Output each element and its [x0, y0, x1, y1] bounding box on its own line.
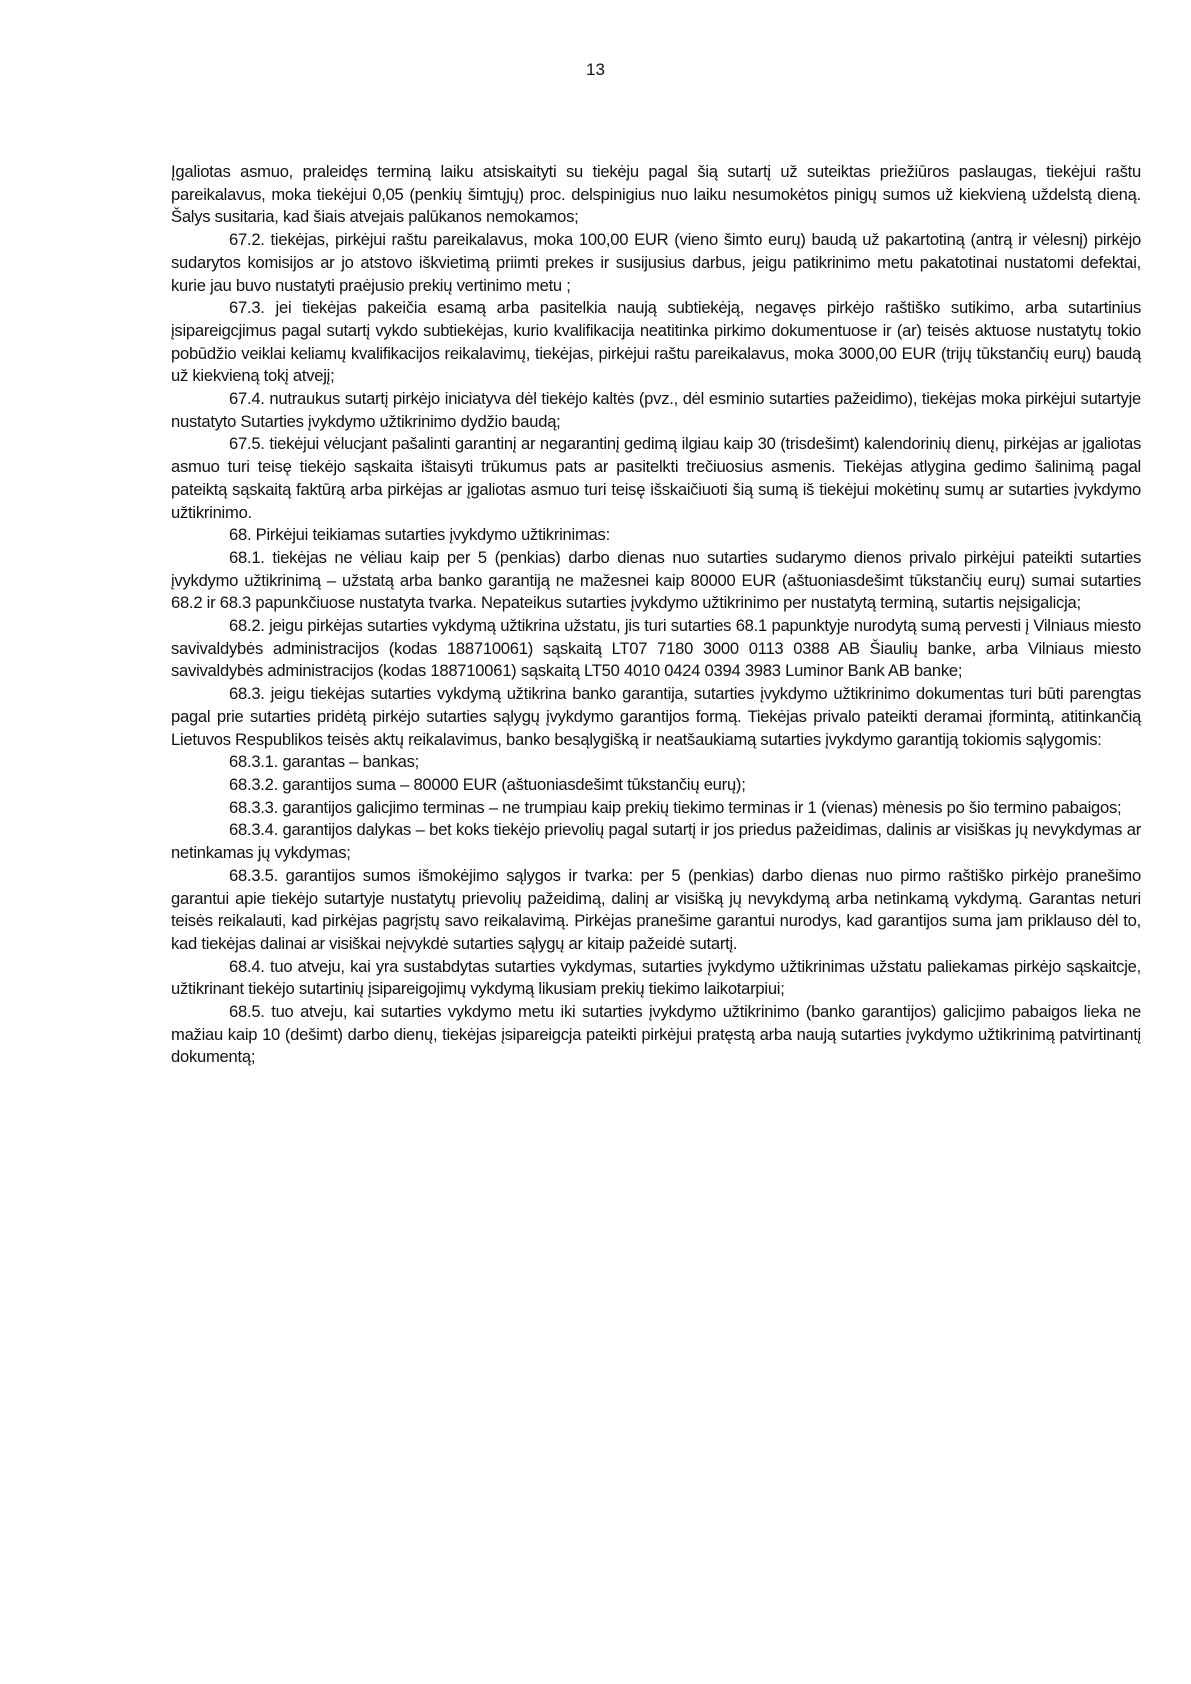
paragraph-68-3-3: 68.3.3. garantijos galicjimo terminas – ne trumpiau kaip prekių tiekimo terminas ir 1 (vienas) mėnesis po šio termino pabaigos; — [229, 797, 1122, 817]
paragraph-68-1: 68.1. tiekėjas ne vėliau kaip per 5 (penkias) darbo dienas nuo sutarties sudarymo dienos privalo pirkėjui pateikti sutarties įvykdymo užtikrinimą – užstatą arba banko garantiją ne mažesnei kaip 80000 EUR (aštuoniasdešimt tūkstančių eurų) sumai sutarties 68.2 ir 68.3 papunkčiuose nustatyta tvarka. Nepateikus sutarties įvykdymo užtikrinimo per nustatytą terminą, sutartis neįsigalicja; — [171, 547, 1141, 613]
page-number: 13 — [586, 60, 605, 79]
paragraph-67-4: 67.4. nutraukus sutartį pirkėjo iniciatyva dėl tiekėjo kaltės (pvz., dėl esminio sutarties pažeidimo), tiekėjas moka pirkėjui sutartyje nustatyto Sutarties įvykdymo užtikrinimo dydžio baudą; — [171, 389, 1141, 431]
paragraph-68-3-2: 68.3.2. garantijos suma – 80000 EUR (aštuoniasdešimt tūkstančių eurų); — [229, 774, 746, 794]
paragraph-68-3-1: 68.3.1. garantas – bankas; — [229, 752, 419, 772]
paragraph-68-3-5: 68.3.5. garantijos sumos išmokėjimo sąlygos ir tvarka: per 5 (penkias) darbo dienas nuo pirmo raštiško pirkėjo pranešimo garantui apie tiekėjo sutartyje nustatytų prievolių pažeidimą, dalinį ar visišką jų nevykdymą arba netinkamą vykdymą. Garantas neturi teisės reikalauti, kad pirkėjas pagrįstų savo reikalavimą. Pirkėjas pranešime garantui nurodys, kad garantijos suma jam priklauso dėl to, kad tiekėjas dalinai ar visiškai neįvykdė sutarties sąlygų ar kitaip pažeidė sutartį. — [171, 865, 1141, 953]
paragraph-68-3-4: 68.3.4. garantijos dalykas – bet koks tiekėjo prievolių pagal sutartį ir jos priedus pažeidimas, dalinis ar visiškas jų nevykdymas ar netinkamas jų vykdymas; — [171, 820, 1141, 863]
paragraph-68-2: 68.2. jeigu pirkėjas sutarties vykdymą užtikrina užstatu, jis turi sutarties 68.1 papunktyje nurodytą sumą pervesti į Vilniaus miesto savivaldybės administracijos (kodas 188710061) sąskaitą LT07 7180 3000 0113 0388 AB Šiaulių banke, arba Vilniaus miesto savivaldybės administracijos (kodas 188710061) sąskaitą LT50 4010 0424 0394 3983 Luminor Bank AB banke; — [171, 616, 1141, 681]
paragraph-68: 68. Pirkėjui teikiamas sutarties įvykdymo užtikrinimas: — [229, 525, 610, 545]
document-body — [171, 161, 1141, 1069]
paragraph-68-5: 68.5. tuo atveju, kai sutarties vykdymo metu iki sutarties įvykdymo užtikrinimo (banko garantijos) galicjimo pabaigos lieka ne mažiau kaip 10 (dešimt) darbo dienų, tiekėjas įsipareigcja pateikti pirkėjui pratęstą arba naują sutarties įvykdymo užtikrinimą patvirtinantį dokumentą; — [171, 1002, 1141, 1067]
paragraph-67-3: 67.3. jei tiekėjas pakeičia esamą arba pasitelkia naują subtiekėją, negavęs pirkėjo raštiško sutikimo, arba sutartinius įsipareigcjimus pagal sutartį vykdo subtiekėjas, kurio kvalifikacija neatitinka pirkimo dokumentuose ir (ar) teisės aktuose nustatytų tokio pobūdžio veiklai keliamų kvalifikacijos reikalavimų, tiekėjas, pirkėjui raštu pareikalavus, moka 3000,00 EUR (trijų tūkstančių eurų) baudą už kiekvieną tokį atvejį; — [171, 298, 1141, 386]
paragraph-67-2: 67.2. tiekėjas, pirkėjui raštu pareikalavus, moka 100,00 EUR (vieno šimto eurų) baudą už pakartotiną (antrą ir vėlesnį) pirkėjo sudarytos komisijos ar jo atstovo iškvietimą priimti prekes ir susijusius darbus, jeigu patikrinimo metu pakatotinai nustatomi defektai, kurie jau buvo nustatyti praėjusio prekių vertinimo metu ; — [171, 230, 1141, 295]
paragraph-68-4: 68.4. tuo atveju, kai yra sustabdytas sutarties vykdymas, sutarties įvykdymo užtikrinimas užstatu paliekamas pirkėjo sąskaitcje, užtikrinant tiekėjo sutartinių įsipareigojimų vykdymą likusiam prekių tiekimo laikotarpiui; — [171, 956, 1141, 999]
paragraph-67-5: 67.5. tiekėjui vėlucjant pašalinti garantinį ar negarantinį gedimą ilgiau kaip 30 (trisdešimt) kalendorinių dienų, pirkėjas ar įgaliotas asmuo turi teisę tiekėjo sąskaita ištaisyti trūkumus pats ar pasitelkti trečiuosius asmenis. Tiekėjas atlygina gedimo šalinimą pagal pateiktą sąskaitą faktūrą arba pirkėjas ar įgaliotas asmuo turi teisę išskaičiuoti šią sumą iš tiekėjui mokėtinų sumų ar sutarties įvykdymo užtikrinimo. — [171, 434, 1141, 522]
paragraph: Įgaliotas asmuo, praleidęs terminą laiku atsiskaityti su tiekėju pagal šią sutartį už suteiktas priežiūros paslaugas, tiekėjui raštu pareikalavus, moka tiekėjui 0,05 (penkių šimtųjų) proc. delspinigius nuo laiku nesumokėtos pinigų sumos už kiekvieną uždelstą dieną. Šalys susitaria, kad šiais atvejais palūkanos nemokamos; — [171, 162, 1141, 227]
paragraph-68-3: 68.3. jeigu tiekėjas sutarties vykdymą užtikrina banko garantija, sutarties įvykdymo užtikrinimo dokumentas turi būti parengtas pagal prie sutarties pridėtą pirkėjo sutarties sąlygų įvykdymo garantijos formą. Tiekėjas privalo pateikti deramai įformintą, atitinkančią Lietuvos Respublikos teisės aktų reikalavimus, banko besąlygišką ir neatšaukiamą sutarties įvykdymo garantiją tokiomis sąlygomis: — [171, 684, 1141, 749]
